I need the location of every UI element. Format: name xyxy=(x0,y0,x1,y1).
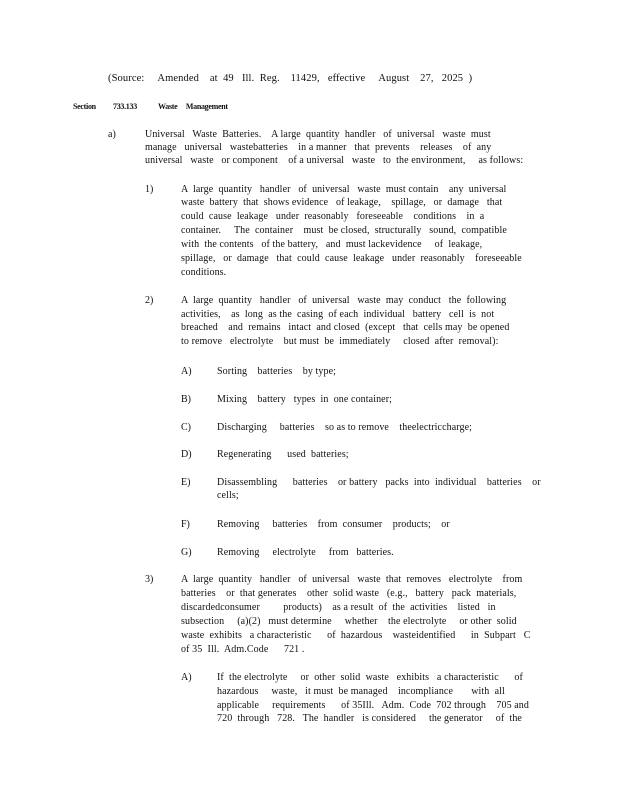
section-number: 733.133 xyxy=(113,102,137,111)
section-title: Waste Management xyxy=(158,102,228,111)
item-label: D) xyxy=(181,449,192,460)
item-text-continuation: cells; xyxy=(217,490,239,501)
paragraph-1-line: container. The container must be closed, structurally sound, compatible xyxy=(181,225,507,236)
subsection-a-label: a) xyxy=(108,129,116,140)
paragraph-1-line: A large quantity handler of universal waste must contain any universal xyxy=(181,184,507,195)
paragraph-3a-label: A) xyxy=(181,672,192,683)
paragraph-3-line: of 35 Ill. Adm.Code 721 . xyxy=(181,644,305,655)
paragraph-1-line: could cause leakage under reasonably foreseeable conditions in a xyxy=(181,211,485,222)
paragraph-1-line: waste battery that shows evidence of leakage, spillage, or damage that xyxy=(181,197,503,208)
item-label: A) xyxy=(181,366,192,377)
paragraph-2-line: activities, as long as the casing of each individual battery cell is not xyxy=(181,309,495,320)
item-text: Mixing battery types in one container; xyxy=(217,394,393,405)
paragraph-3a-line: applicable requirements of 35Ill. Adm. Code 702 through 705 and xyxy=(217,700,530,711)
paragraph-3-line: A large quantity handler of universal waste that removes electrolyte from xyxy=(181,574,523,585)
paragraph-3-line: batteries or that generates other solid waste (e.g., battery pack materials, xyxy=(181,588,517,599)
paragraph-3a-line: hazardous waste, it must be managed incompliance with all xyxy=(217,686,505,697)
item-label: B) xyxy=(181,394,191,405)
item-label: G) xyxy=(181,547,192,558)
item-text: Discharging batteries so as to remove theelectriccharge; xyxy=(217,422,473,433)
item-label: E) xyxy=(181,477,191,488)
item-text: Removing batteries from consumer products; or xyxy=(217,519,450,530)
subsection-a-line: manage universal wastebatteries in a manner that prevents releases of any xyxy=(145,142,492,153)
paragraph-2-line: breached and remains intact and closed (except that cells may be opened xyxy=(181,322,510,333)
paragraph-1-label: 1) xyxy=(145,184,154,195)
item-text: Disassembling batteries or battery packs into individual batteries or xyxy=(217,477,541,488)
section-label: Section xyxy=(73,102,96,111)
paragraph-1-line: spillage, or damage that could cause leakage under reasonably foreseeable xyxy=(181,253,522,264)
subsection-a-line: universal waste or component of a universal waste to the environment, as follows: xyxy=(145,155,524,166)
paragraph-3a-line: If the electrolyte or other solid waste exhibits a characteristic of xyxy=(217,672,523,683)
paragraph-3a-line: 720 through 728. The handler is considered the generator of the xyxy=(217,713,522,724)
paragraph-2-label: 2) xyxy=(145,295,154,306)
item-label: F) xyxy=(181,519,190,530)
item-text: Sorting batteries by type; xyxy=(217,366,337,377)
paragraph-2-line: A large quantity handler of universal waste may conduct the following xyxy=(181,295,507,306)
paragraph-3-label: 3) xyxy=(145,574,154,585)
paragraph-3-line: waste exhibits a characteristic of hazardous wasteidentified in Subpart C xyxy=(181,630,531,641)
source-note: (Source: Amended at 49 Ill. Reg. 11429, effective August 27, 2025 ) xyxy=(108,73,473,84)
item-label: C) xyxy=(181,422,191,433)
paragraph-1-line: conditions. xyxy=(181,267,227,278)
paragraph-2-line: to remove electrolyte but must be immediately closed after removal): xyxy=(181,336,499,347)
item-text: Removing electrolyte from batteries. xyxy=(217,547,394,558)
paragraph-3-line: discardedconsumer products) as a result of the activities listed in xyxy=(181,602,496,613)
paragraph-1-line: with the contents of the battery, and must lackevidence of leakage, xyxy=(181,239,483,250)
subsection-a-line: Universal Waste Batteries. A large quantity handler of universal waste must xyxy=(145,129,491,140)
item-text: Regenerating used batteries; xyxy=(217,449,349,460)
paragraph-3-line: subsection (a)(2) must determine whether the electrolyte or other solid xyxy=(181,616,517,627)
